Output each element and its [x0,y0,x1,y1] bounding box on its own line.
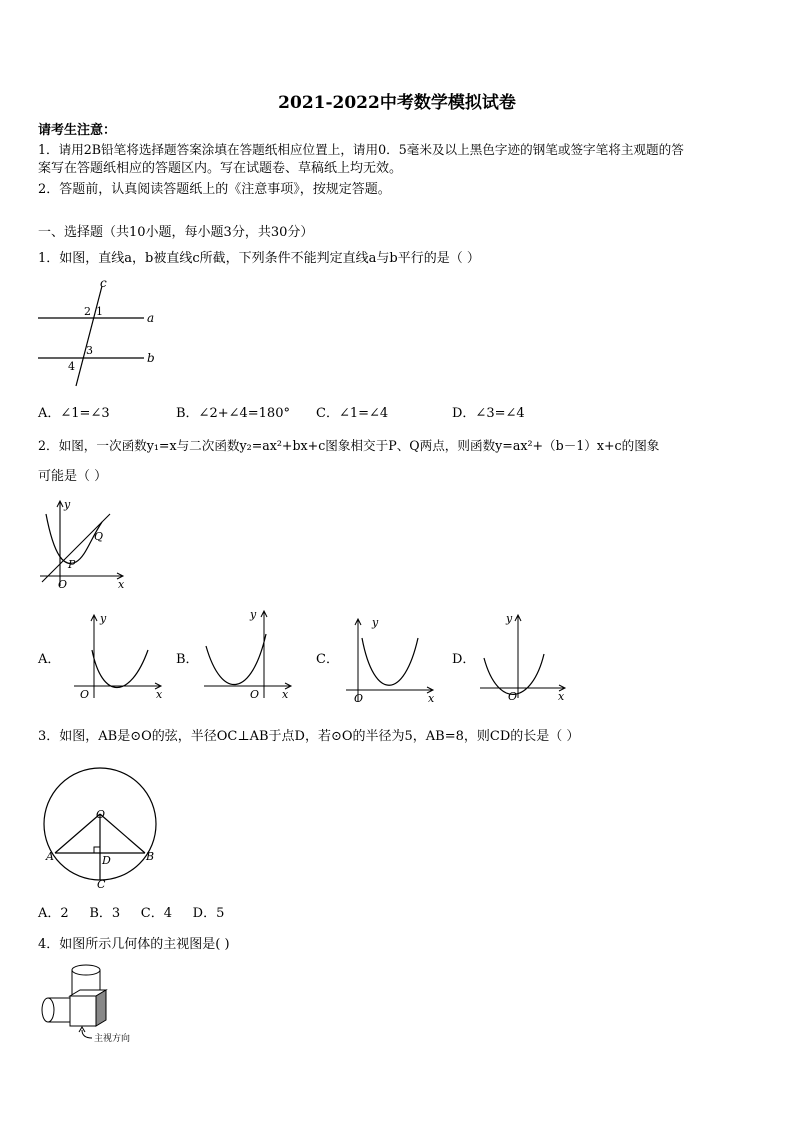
q2-fig-y: y [64,498,71,511]
q1-stem: 1．如图，直线a，b被直线c所截，下列条件不能判定直线a与b平行的是（ ） [38,251,480,266]
svg-text:y: y [506,612,513,625]
q3-fig-o: O [96,808,106,821]
q3-fig-d: D [102,854,111,867]
q2-option-d: D． [452,652,476,667]
q3-fig-b: B [146,850,155,863]
q2-option-c-graph [340,614,440,706]
q1-option-a: A．∠1=∠3 [38,406,110,421]
svg-text:x: x [428,692,435,705]
q1-option-c: C．∠1=∠4 [316,406,389,421]
q3-figure [40,756,164,890]
q2-stem-line2: 可能是（ ） [38,469,108,484]
q1-option-d: D．∠3=∠4 [452,406,525,421]
q2-figure [36,496,132,592]
q3-stem: 3．如图，AB是⊙O的弦，半径OC⊥AB于点D，若⊙O的半径为5，AB=8，则CD的长是（ ） [38,729,580,744]
q2-fig-p: P [68,558,76,571]
q3-options: A．2 B．3 C．4 D．5 [38,906,225,921]
q2-option-a-graph [70,610,170,702]
q2-option-d-graph [476,610,572,702]
svg-text:x: x [282,688,289,701]
page-title: 2021-2022中考数学模拟试卷 [278,93,516,113]
q1-label-4: 4 [68,360,75,373]
svg-text:x: x [156,688,163,701]
q2-option-b: B． [176,652,199,667]
q2-fig-o: O [58,578,68,591]
q1-label-3: 3 [86,344,93,357]
q1-label-b: b [147,351,155,365]
q1-option-b: B．∠2+∠4=180° [176,406,290,421]
notice-line1: 1．请用2B铅笔将选择题答案涂填在答题纸相应位置上，请用0．5毫米及以上黑色字迹的钢笔或签字笔将主观题的答 [38,142,684,157]
q1-label-1: 1 [96,305,103,318]
svg-text:O: O [250,688,260,701]
svg-text:O: O [508,690,518,702]
q1-label-c: c [100,278,107,290]
q4-stem: 4．如图所示几何体的主视图是( ) [38,937,230,952]
q2-option-a: A． [38,652,61,667]
q2-option-b-graph [200,606,300,702]
q2-stem-line1: 2．如图，一次函数y₁=x与二次函数y₂=ax²+bx+c图象相交于P、Q两点，则函数y=ax²+（b－1）x+c的图象 [38,438,660,453]
svg-text:y: y [100,612,107,625]
q4-direction-label: 主视方向 [94,1034,131,1044]
svg-text:O: O [80,688,90,701]
q2-fig-q: Q [94,530,104,543]
svg-text:y: y [372,616,379,629]
q2-fig-x: x [118,578,125,591]
q1-figure [36,278,160,392]
svg-text:x: x [558,690,565,702]
notice-line1b: 案写在答题纸相应的答题区内。写在试题卷、草稿纸上均无效。 [38,161,403,176]
q1-label-2: 2 [84,305,91,318]
notice-heading: 请考生注意： [38,123,117,138]
q2-option-c: C． [316,652,339,667]
notice-line2: 2．答题前，认真阅读答题纸上的《注意事项》，按规定答题。 [38,182,391,197]
svg-text:O: O [354,692,364,705]
q3-fig-c: C [97,878,106,890]
section-heading: 一、选择题（共10小题，每小题3分，共30分） [38,225,314,240]
q3-fig-a: A [46,850,54,863]
svg-text:y: y [250,608,257,621]
q1-label-a: a [147,311,155,325]
q4-figure [38,960,168,1044]
